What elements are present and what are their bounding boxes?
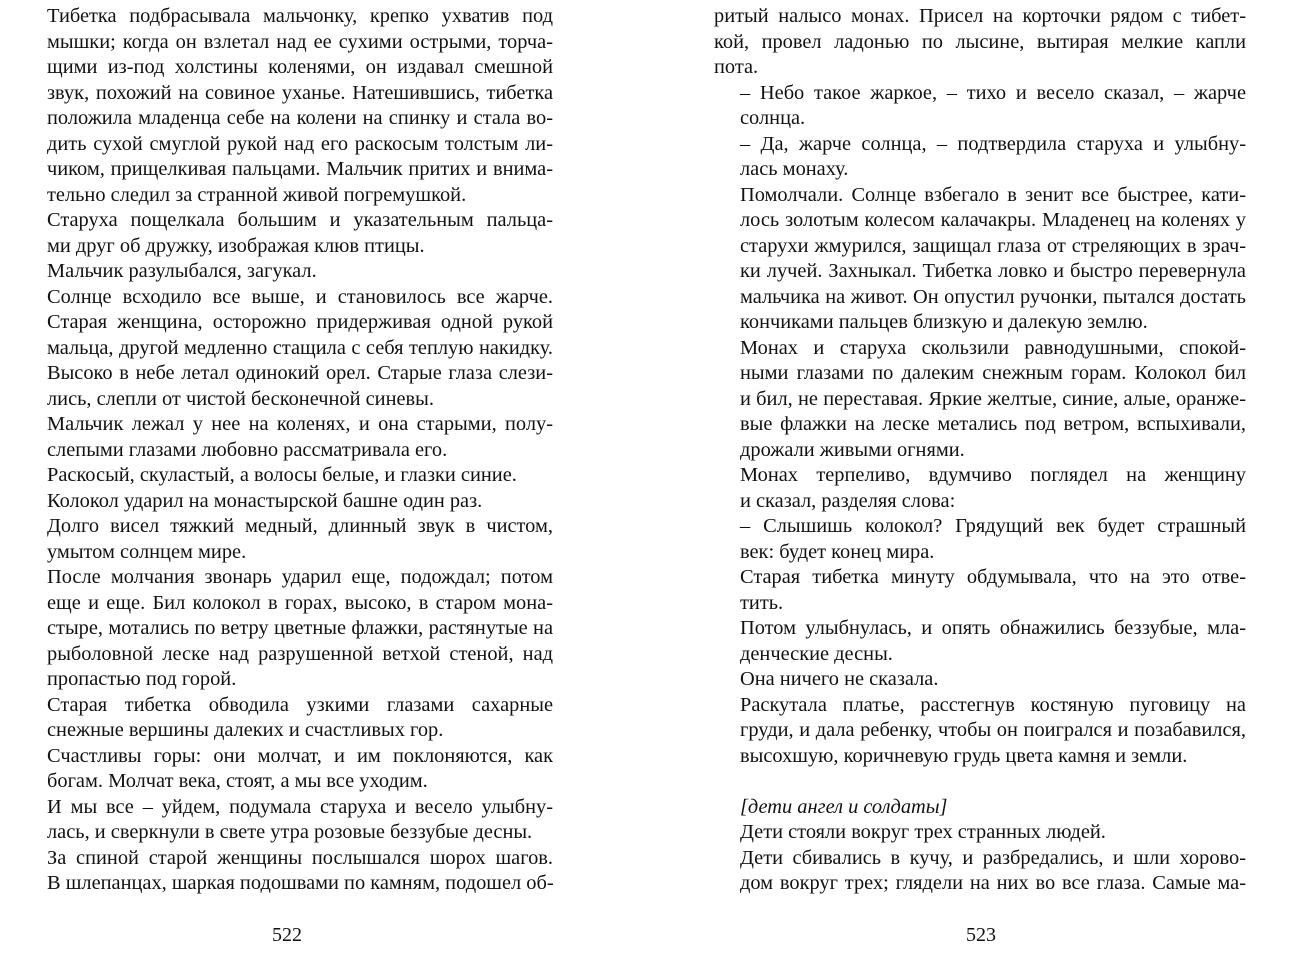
text-line: старухи жмурился, защищал глаза от стреляющих в зрач- <box>740 234 1246 257</box>
text-line: рыболовной леске над разрушенной ветхой стеной, над <box>47 642 553 665</box>
paragraph <box>714 463 1246 514</box>
paragraph <box>714 565 1246 616</box>
text-line: Колокол ударил на монастырской башне один раз. <box>47 489 483 512</box>
text-line: Она ничего не сказала. <box>740 668 939 690</box>
text-line: Старая тибетка минуту обдумывала, что на это отве- <box>740 566 1246 588</box>
text-line: Дети стояли вокруг трех странных людей. <box>740 821 1106 843</box>
paragraph <box>21 463 553 489</box>
left-page-text <box>21 4 553 897</box>
paragraph <box>714 81 1246 132</box>
paragraph <box>21 744 553 795</box>
text-line: тельно следил за странной живой погремушкой. <box>47 183 467 206</box>
paragraph <box>21 412 553 463</box>
text-line: За спиной старой женщины послышался шорох шагов. <box>47 846 553 869</box>
text-line: Старуха пощелкала большим и указательным пальца- <box>47 209 553 231</box>
text-line: чиком, прищелкивая пальцами. Мальчик притих и внима- <box>47 158 553 180</box>
paragraph <box>21 565 553 693</box>
paragraph <box>21 514 553 565</box>
text-line: И мы все – уйдем, подумала старуха и весело улыбну- <box>47 795 553 818</box>
text-line: дить сухой смуглой рукой над его раскосым толстым ли- <box>47 132 553 155</box>
text-line: звук, похожий на совиное уханье. Натешившись, тибетка <box>47 81 553 104</box>
text-line: снежные вершины далеких и счастливых гор. <box>47 719 444 741</box>
text-line: Мальчик разулыбался, загукал. <box>47 260 317 282</box>
text-line: Монах и старуха скользили равнодушными, спокой- <box>740 336 1246 359</box>
text-line: лась, и сверкнули в свете утра розовые беззубые десны. <box>47 821 533 843</box>
text-line: стыре, мотались по ветру цветные флажки, растянутые на <box>47 617 553 639</box>
text-line: дом вокруг трех; глядели на них во все глаза. Самые ма- <box>740 872 1246 894</box>
text-line: век: будет конец мира. <box>740 540 935 563</box>
paragraph <box>21 285 553 413</box>
text-line: – Небо такое жаркое, – тихо и весело сказал, – жарче <box>740 81 1246 104</box>
text-line: лось золотым колесом калачакры. Младенец на коленях у <box>740 209 1246 231</box>
text-line: высохшую, коричневую грудь цвета камня и земли. <box>740 744 1188 767</box>
text-line: богам. Молчат века, стоят, а мы все уходим. <box>47 770 428 792</box>
section-heading: [дети ангел и солдаты] <box>740 795 948 818</box>
paragraph <box>714 183 1246 336</box>
right-page-text <box>714 4 1246 769</box>
paragraph <box>714 132 1246 183</box>
paragraph <box>714 616 1246 667</box>
text-line: слепыми глазами любовно рассматривала его. <box>47 438 448 461</box>
text-line: Солнце всходило все выше, и становилось все жарче. <box>47 285 553 308</box>
right-page-number: 523 <box>966 924 996 946</box>
paragraph <box>21 846 553 897</box>
text-line: мальца, другой медленно стащила с себя теплую накидку. <box>47 336 553 359</box>
paragraph <box>714 4 1246 81</box>
text-line: Помолчали. Солнце взбегало в зенит все быстрее, кати- <box>740 183 1246 206</box>
text-line: После молчания звонарь ударил еще, подождал; потом <box>47 566 553 588</box>
text-line: пропастью под горой. <box>47 668 237 690</box>
right-page-section-text <box>714 820 1246 897</box>
text-line: Высоко в небе летал одинокий орел. Старые глаза слези- <box>47 362 553 384</box>
text-line: кончиками пальцев близкую и далекую землю. <box>740 311 1148 333</box>
left-page-number: 522 <box>272 924 302 946</box>
text-line: Мальчик лежал у нее на коленях, и она старыми, полу- <box>47 413 553 435</box>
right-page <box>714 4 1246 897</box>
text-line: умытом солнцем мире. <box>47 540 247 563</box>
text-line: ными глазами по далеким снежным горам. Колокол бил <box>740 362 1246 384</box>
paragraph <box>21 4 553 208</box>
text-line: и бил, не переставая. Яркие желтые, синие, алые, оранже- <box>740 387 1246 410</box>
text-line: В шлепанцах, шаркая подошвами по камням, подошел об- <box>47 872 554 894</box>
text-line: положила младенца себе на колени на спинку и стала во- <box>47 107 553 129</box>
text-line: Раскосый, скуластый, а волосы белые, и глазки синие. <box>47 464 517 486</box>
paragraph <box>714 336 1246 464</box>
paragraph <box>21 795 553 846</box>
text-line: Долго висел тяжкий медный, длинный звук в чистом, <box>47 515 553 537</box>
paragraph <box>714 820 1246 846</box>
text-line: Счастливы горы: они молчат, и им поклоняются, как <box>47 744 553 767</box>
paragraph <box>21 489 553 515</box>
text-line: тить. <box>740 591 784 614</box>
text-line: лись, слепли от чистой бесконечной синевы. <box>47 387 434 410</box>
text-line: еще и еще. Бил колокол в горах, высоко, в старом мона- <box>47 591 553 614</box>
text-line: мальчика на живот. Он опустил ручонки, пытался достать <box>740 285 1246 308</box>
paragraph <box>21 208 553 259</box>
text-line: Старая тибетка обводила узкими глазами сахарные <box>47 693 553 716</box>
text-line: Раскутала платье, расстегнув костяную пуговицу на <box>740 693 1246 716</box>
text-line: ми друг об дружку, изображая клюв птицы. <box>47 234 425 257</box>
text-line: мышки; когда он взлетал над ее сухими острыми, торча- <box>47 30 553 53</box>
text-line: Старая женщина, осторожно придерживая одной рукой <box>47 311 553 333</box>
text-line: Потом улыбнулась, и опять обнажились беззубые, мла- <box>740 617 1246 639</box>
paragraph <box>714 693 1246 770</box>
text-line: лась монаху. <box>740 158 849 180</box>
text-line: дрожали живыми огнями. <box>740 438 965 461</box>
text-line: пота. <box>714 56 759 78</box>
text-line: – Слышишь колокол? Грядущий век будет страшный <box>740 515 1246 537</box>
text-line: – Да, жарче солнца, – подтвердила старуха и улыбну- <box>740 132 1246 155</box>
text-line: кой, провел ладонью по лысине, вытирая мелкие капли <box>714 30 1246 53</box>
paragraph <box>21 693 553 744</box>
text-line: вые флажки на леске метались под ветром, вспыхивали, <box>740 413 1246 435</box>
paragraph <box>714 667 1246 693</box>
text-line: груди, и дала ребенку, чтобы он поигрался и позабавился, <box>740 719 1246 741</box>
text-line: щими из-под холстины коленями, он издавал смешной <box>47 56 553 78</box>
text-line: ки лучей. Захныкал. Тибетка ловко и быстро перевернула <box>740 260 1246 282</box>
text-line: Дети сбивались в кучу, и разбредались, и шли хорово- <box>740 846 1246 869</box>
text-line: и сказал, разделяя слова: <box>740 489 956 512</box>
text-line: денческие десны. <box>740 642 893 665</box>
text-line: Тибетка подбрасывала мальчонку, крепко ухватив под <box>47 5 553 27</box>
paragraph <box>21 259 553 285</box>
text-line: ритый налысо монах. Присел на корточки рядом с тибет- <box>714 5 1246 27</box>
paragraph <box>714 846 1246 897</box>
text-line: солнца. <box>740 107 806 129</box>
text-line: Монах терпеливо, вдумчиво поглядел на женщину <box>740 464 1246 486</box>
left-page <box>21 4 553 897</box>
paragraph <box>714 514 1246 565</box>
